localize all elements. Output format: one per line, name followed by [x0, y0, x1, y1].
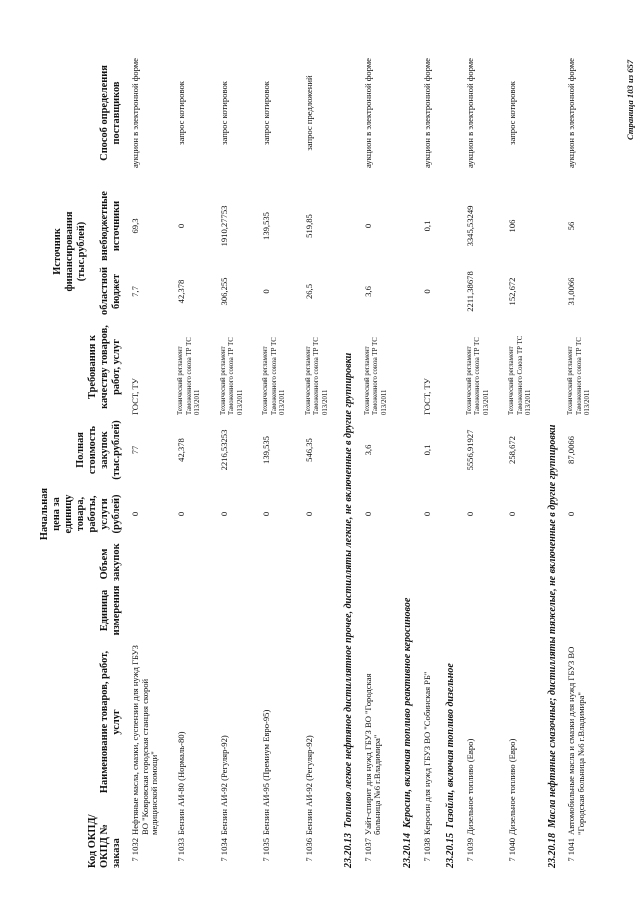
row-requirements: Технический регламент Таможенного союза ТР ТС 013/2011	[363, 337, 388, 415]
table-row	[357, 40, 399, 870]
row-name: Бензин АИ-80 (Нормаль-80)	[176, 731, 187, 835]
row-kod: 7 1032	[129, 838, 140, 862]
group-title: Топливо легкое нефтяное дистиллятное прочее, дистилляты легкие, не включенные в другие группировки	[343, 352, 355, 828]
row-requirements: ГОСТ, ТУ	[421, 378, 432, 415]
row-requirements: Технический регламент Таможенного союза ТР ТС 013/2011	[567, 337, 592, 415]
row-kod: 7 1038	[421, 838, 432, 862]
row-total: 546,35	[303, 438, 314, 462]
row-volume	[124, 545, 171, 583]
group-code: 23.20.14	[402, 833, 414, 868]
row-price: 0	[261, 511, 272, 517]
row-name: Дизельное топливо (Евро)	[464, 738, 475, 835]
row-name: Дизельное топливо (Евро)	[507, 738, 518, 835]
row-budget: 26,5	[303, 283, 314, 300]
table-row	[298, 40, 340, 870]
group-title: Газойли, включая топливо дизельное	[445, 663, 457, 828]
row-extra: 69,3	[129, 218, 140, 234]
procurement-table	[38, 40, 603, 870]
row-name: Автомобильные масла и смазки для нужд ГБУЗ ВО "Городская больница №6 г.Владимира"	[566, 646, 587, 835]
row-name: Керосин для нужд ГБУЗ ВО "Собинская РБ"	[421, 671, 432, 835]
group-code: 23.20.18	[546, 833, 558, 868]
row-price: 0	[566, 511, 577, 517]
row-total: 139,535	[261, 436, 272, 464]
group-code: 23.20.15	[445, 833, 457, 868]
row-extra: 56	[566, 221, 577, 231]
row-price: 0	[218, 511, 229, 517]
row-volume	[255, 545, 297, 583]
group-code: 23.20.13	[343, 833, 355, 868]
row-budget: 306,255	[218, 277, 229, 306]
row-budget: 152,672	[507, 277, 518, 306]
group-row	[340, 40, 357, 870]
table-row	[459, 40, 501, 870]
row-volume	[298, 545, 340, 583]
row-budget: 2211,38678	[464, 271, 475, 312]
row-price: 0	[129, 511, 140, 517]
row-price: 0	[507, 511, 518, 517]
row-volume	[170, 545, 212, 583]
row-total: 5556,91927	[464, 429, 475, 471]
row-method: запрос котировок	[218, 81, 229, 145]
header-price: Начальная цена за единицу товара, работы, услуги (рублей)	[39, 487, 122, 541]
row-extra: 0	[176, 223, 187, 229]
row-total: 42,378	[176, 438, 187, 462]
header-financing: Источник финансирования (тыс.рублей)	[52, 211, 87, 292]
row-requirements: ГОСТ, ТУ	[129, 378, 140, 415]
row-name: Бензин АИ-92 (Регуляр-92)	[218, 735, 229, 835]
row-name: Уайт-спирит для нужд ГБУЗ ВО "Городская больница №6 г.Владимира"	[362, 673, 383, 835]
row-kod: 7 1037	[362, 838, 373, 862]
table-row	[213, 40, 255, 870]
row-budget: 7,7	[129, 286, 140, 297]
row-total: 258,672	[507, 436, 518, 464]
row-requirements: Технический регламент Таможенного союза ТР ТС 013/2011	[465, 337, 490, 415]
header-requirements: Требования к качеству товаров, работ, услуг	[86, 325, 122, 409]
row-requirements: Технический регламент Таможенного союза ТР ТС 013/2011	[304, 337, 329, 415]
row-price: 0	[362, 511, 373, 517]
row-total: 87,0066	[566, 436, 577, 464]
row-method: аукцион в электронной форме	[362, 58, 373, 168]
row-price: 0	[303, 511, 314, 517]
row-requirements: Технический регламент Таможенного союза ТР ТС 013/2011	[219, 337, 244, 415]
row-extra: 139,535	[261, 212, 272, 240]
row-total: 3,6	[362, 444, 373, 456]
header-total: Полная стоимость закупок (тыс.рублей)	[74, 420, 122, 480]
row-name: Нефтяные масла, смазки, суспензии для нужд ГБУЗ ВО "Ковровская городская станция скорой медицинской помощи"	[129, 645, 160, 835]
row-budget: 3,6	[362, 286, 373, 297]
table-row	[416, 40, 443, 870]
header-method: Способ определения поставщиков	[98, 65, 122, 161]
row-kod: 7 1040	[507, 838, 518, 862]
row-total: 77	[129, 445, 140, 455]
table-row	[501, 40, 543, 870]
row-extra: 106	[507, 219, 518, 233]
row-kod: 7 1036	[303, 838, 314, 862]
group-title: Керосин, включая топливо реактивное керосиновое	[402, 597, 414, 828]
row-price: 0	[421, 511, 432, 517]
table-row	[560, 40, 602, 870]
row-method: аукцион в электронной форме	[421, 58, 432, 168]
row-unit	[255, 583, 297, 638]
row-total: 0,1	[421, 444, 432, 456]
row-kod: 7 1034	[218, 838, 229, 862]
header-kod: Код ОКПД/ ОКПД № заказа	[86, 814, 122, 868]
row-volume	[213, 545, 255, 583]
group-title: Масла нефтяные смазочные; дистилляты тяжелые, не включенные в другие группировки	[546, 424, 558, 828]
row-budget: 0	[261, 289, 272, 294]
header-fin-extra: внебюджетные источники	[98, 191, 122, 261]
row-name: Бензин АИ-95 (Премиум Евро-95)	[261, 709, 272, 835]
row-extra: 3345,53249	[464, 205, 475, 247]
row-kod: 7 1039	[464, 838, 475, 862]
row-extra: 0	[362, 223, 373, 229]
header-unit: Единица измерения	[98, 585, 122, 636]
row-budget: 0	[421, 289, 432, 294]
row-method: запрос котировок	[176, 81, 187, 145]
row-budget: 42,378	[176, 279, 187, 304]
row-method: запрос котировок	[507, 81, 518, 145]
row-requirements: Технический регламент Таможенного союза ТР ТС 013/2011	[262, 337, 287, 415]
row-extra: 1910,27753	[218, 205, 229, 247]
row-total: 2216,53253	[218, 429, 229, 471]
row-requirements: Технический регламент Таможенного Союза ТР ТС 013/2011	[508, 335, 533, 415]
row-unit	[170, 583, 212, 638]
row-method: запрос котировок	[261, 81, 272, 145]
row-unit	[298, 583, 340, 638]
row-method: запрос предложений	[303, 75, 314, 151]
header-fin-budget: областной бюджет	[98, 266, 122, 315]
row-budget: 31,0066	[566, 277, 577, 306]
page-number: Страница 103 из 657	[625, 59, 635, 140]
row-unit	[124, 583, 171, 638]
row-extra: 519,85	[303, 214, 314, 238]
header-name: Наименование товаров, работ, услуг	[98, 650, 122, 794]
row-method: аукцион в электронной форме	[566, 58, 577, 168]
row-method: аукцион в электронной форме	[129, 58, 140, 168]
group-row	[442, 40, 459, 870]
table-row	[255, 40, 297, 870]
row-kod: 7 1035	[261, 838, 272, 862]
row-price: 0	[464, 511, 475, 517]
row-price: 0	[176, 511, 187, 517]
row-method: аукцион в электронной форме	[464, 58, 475, 168]
row-kod: 7 1041	[566, 838, 577, 862]
table-row	[124, 40, 171, 870]
row-name: Бензин АИ-92 (Регуляр-92)	[303, 735, 314, 835]
row-requirements: Технический регламент Таможенного союза ТР ТС 013/2011	[177, 337, 202, 415]
row-extra: 0,1	[421, 220, 432, 232]
group-row	[399, 40, 416, 870]
header-volume: Объем закупок	[98, 543, 122, 581]
table-row	[170, 40, 212, 870]
group-row	[544, 40, 561, 870]
row-unit	[213, 583, 255, 638]
row-kod: 7 1033	[176, 838, 187, 862]
